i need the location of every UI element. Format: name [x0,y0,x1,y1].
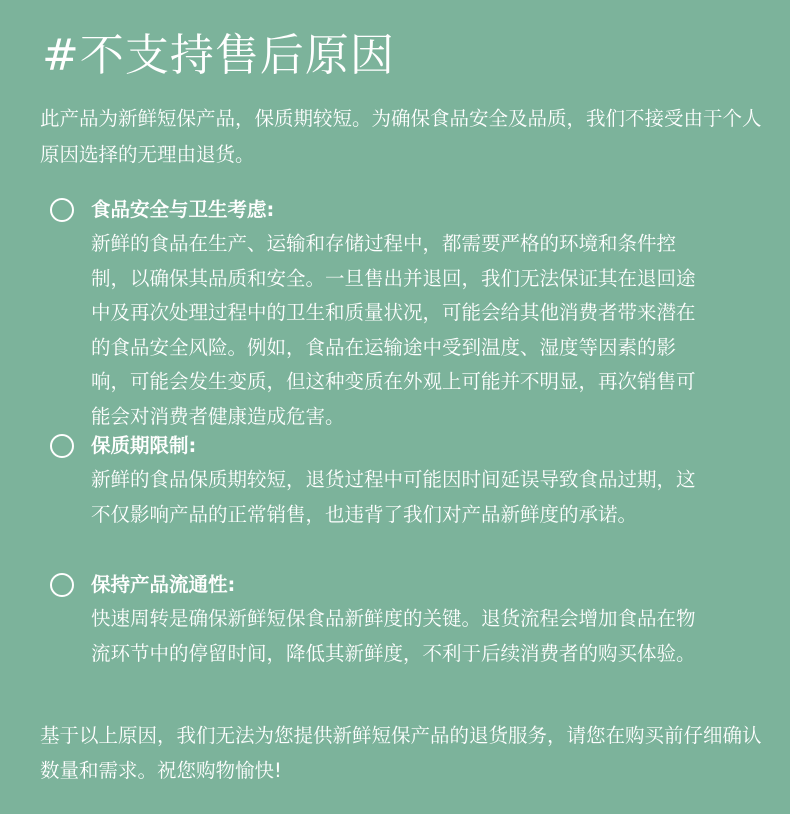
intro-paragraph: 此产品为新鲜短保产品，保质期较短。为确保食品安全及品质，我们不接受由于个人原因选择的无理由退货。 [40,107,762,166]
closing-paragraph: 基于以上原因，我们无法为您提供新鲜短保产品的退货服务，请您在购买前仔细确认数量和需求。祝您购物愉快! [40,724,762,782]
page-title: #不支持售后原因 [42,30,395,81]
circle-bullet-icon [50,573,74,597]
reason-body: 新鲜的食品保质期较短，退货过程中可能因时间延误导致食品过期，这不仅影响产品的正常销售，也违背了我们对产品新鲜度的承诺。 [91,468,696,526]
circle-bullet-icon [50,198,74,222]
circle-bullet-icon [50,434,74,458]
reason-title: 保持产品流通性: [91,573,236,596]
reason-body: 新鲜的食品在生产、运输和存储过程中，都需要严格的环境和条件控制，以确保其品质和安全。一旦售出并退回，我们无法保证其在退回途中及再次处理过程中的卫生和质量状况，可能会给其他消费者带来潜在的食品安全风险。例如，食品在运输途中受到温度、湿度等因素的影响，可能会发生变质，但这种变质在外观上可能并不明显，再次销售可能会对消费者健康造成危害。 [91,232,696,428]
reason-title: 食品安全与卫生考虑: [91,198,275,221]
reason-body: 快速周转是确保新鲜短保食品新鲜度的关键。退货流程会增加食品在物流环节中的停留时间，降低其新鲜度，不利于后续消费者的购买体验。 [91,607,696,665]
reason-title: 保质期限制: [91,434,197,457]
